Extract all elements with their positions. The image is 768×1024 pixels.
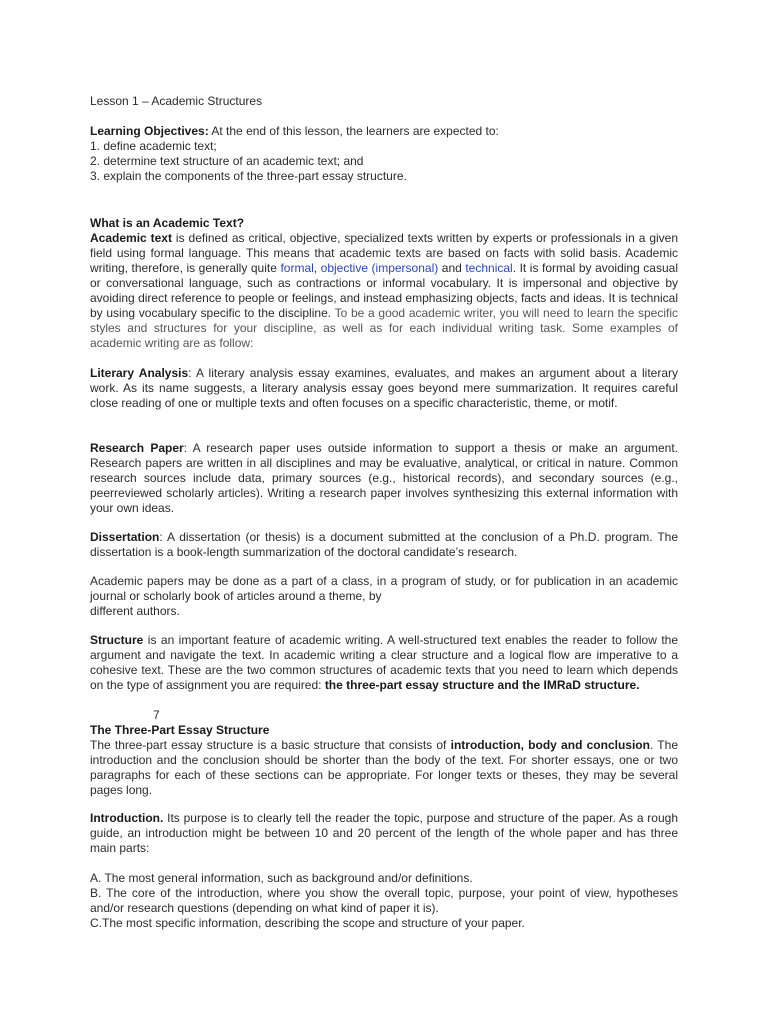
- academic-text-body-2: . It is formal by avoiding casual or conversational language, such as contractions or informal vocabulary. It is impersonal and objective by avoiding direct reference to people or feelings, and instead emphasizing objects, facts and ideas. It is technical by using vocabulary specific to the discipline.: [90, 261, 678, 320]
- introduction-text: Its purpose is to clearly tell the reader the topic, purpose and structure of the paper. As a rough guide, an introduction might be between 10 and 20 percent of the length of the whole paper and has three main parts:: [90, 811, 678, 855]
- three-part-text-1: The three-part essay structure is a basic structure that consists of: [90, 738, 451, 752]
- research-paper-paragraph: [90, 441, 678, 516]
- papers-line-2: different authors.: [90, 604, 180, 618]
- literary-term: Literary Analysis: [90, 366, 189, 380]
- introduction-paragraph: [90, 811, 678, 856]
- academic-text-term: Academic text: [90, 231, 172, 245]
- papers-line-1: Academic papers may be done as a part of a class, in a program of study, or for publication in an academic journal or scholarly book of articles around a theme, by: [90, 574, 678, 603]
- research-text: : A research paper uses outside information to support a thesis or make an argument. Research papers are written in all disciplines and may be evaluative, analytical, or critical in nature. Common research sources include data, primary sources (e.g., historical records), and secondary sources (e.g., peerreviewed scholarly articles). Writing a research paper involves synthesizing this external information with your own ideas.: [90, 441, 678, 515]
- list-item: B. The core of the introduction, where you show the overall topic, purpose, your point of view, hypotheses and/or research questions (depending on what kind of paper it is).: [90, 886, 678, 915]
- structure-text-2: These are the two common structures of academic texts that you need to learn which depends on the type of assignment you are required:: [90, 663, 678, 692]
- three-part-text-2: . The introduction and the conclusion should be shorter than the body of the text. For shorter essays, one or two paragraphs for each of these sections can be appropriate. For longer texts or theses, they may be several pages long.: [90, 738, 678, 797]
- introduction-parts-list: [90, 871, 678, 931]
- link-technical[interactable]: technical: [465, 261, 513, 275]
- list-item: C.The most specific information, describing the scope and structure of your paper.: [90, 916, 525, 930]
- academic-text-body: is defined as critical, objective, specialized texts written by experts or professionals in a given field using formal language. This means that academic texts are based on facts with solid basis. Academic writing, therefore, is generally quite: [90, 231, 678, 275]
- learning-objectives: [90, 124, 678, 184]
- structure-term: Structure: [90, 633, 144, 647]
- introduction-term: Introduction.: [90, 811, 164, 825]
- page-number: 7: [153, 708, 160, 722]
- three-part-bold: introduction, body and conclusion: [450, 738, 650, 752]
- dissertation-text: : A dissertation (or thesis) is a document submitted at the conclusion of a Ph.D. program. The dissertation is a book-length summarization of the doctoral candidate’s research.: [90, 530, 678, 559]
- literary-text: : A literary analysis essay examines, evaluates, and makes an argument about a literary work. As its name suggests, a literary analysis essay goes beyond mere summarization. It requires careful close reading of one or multiple texts and often focuses on a specific characteristic, theme, or motif.: [90, 366, 678, 410]
- objectives-label: Learning Objectives:: [90, 124, 209, 138]
- research-term: Research Paper: [90, 441, 184, 455]
- literary-analysis-paragraph: [90, 366, 678, 411]
- three-part-section: [90, 723, 678, 798]
- conjunction: and: [438, 261, 466, 275]
- dissertation-term: Dissertation: [90, 530, 160, 544]
- link-formal[interactable]: formal: [280, 261, 314, 275]
- structure-text: is an important feature of academic writing. A well-structured text enables the reader to follow the argument and navigate the text. In academic writing a clear structure and a logical flow are imperative to a cohesive text.: [90, 633, 678, 677]
- objective-item: 1. define academic text;: [90, 139, 217, 153]
- separator: ,: [313, 261, 321, 275]
- objectives-intro: At the end of this lesson, the learners are expected to:: [208, 124, 499, 138]
- structure-bold: the three-part essay structure and the IMRaD structure.: [324, 678, 640, 692]
- objective-item: 3. explain the components of the three-part essay structure.: [90, 169, 407, 183]
- dissertation-paragraph: [90, 530, 678, 560]
- section-heading: What is an Academic Text?: [90, 216, 245, 230]
- three-part-heading: The Three-Part Essay Structure: [90, 723, 270, 737]
- academic-text-section: [90, 216, 678, 351]
- list-item: A. The most general information, such as background and/or definitions.: [90, 871, 473, 885]
- academic-text-body-3: To be a good academic writer, you will need to learn the specific styles and structures for your discipline, as well as for each individual writing task. Some examples of academic writing are as follow:: [90, 306, 678, 350]
- structure-paragraph: [90, 633, 678, 693]
- objective-item: 2. determine text structure of an academic text; and: [90, 154, 364, 168]
- academic-papers-paragraph: [90, 574, 678, 619]
- link-objective[interactable]: objective (impersonal): [320, 261, 439, 275]
- lesson-title: Lesson 1 – Academic Structures: [90, 94, 263, 108]
